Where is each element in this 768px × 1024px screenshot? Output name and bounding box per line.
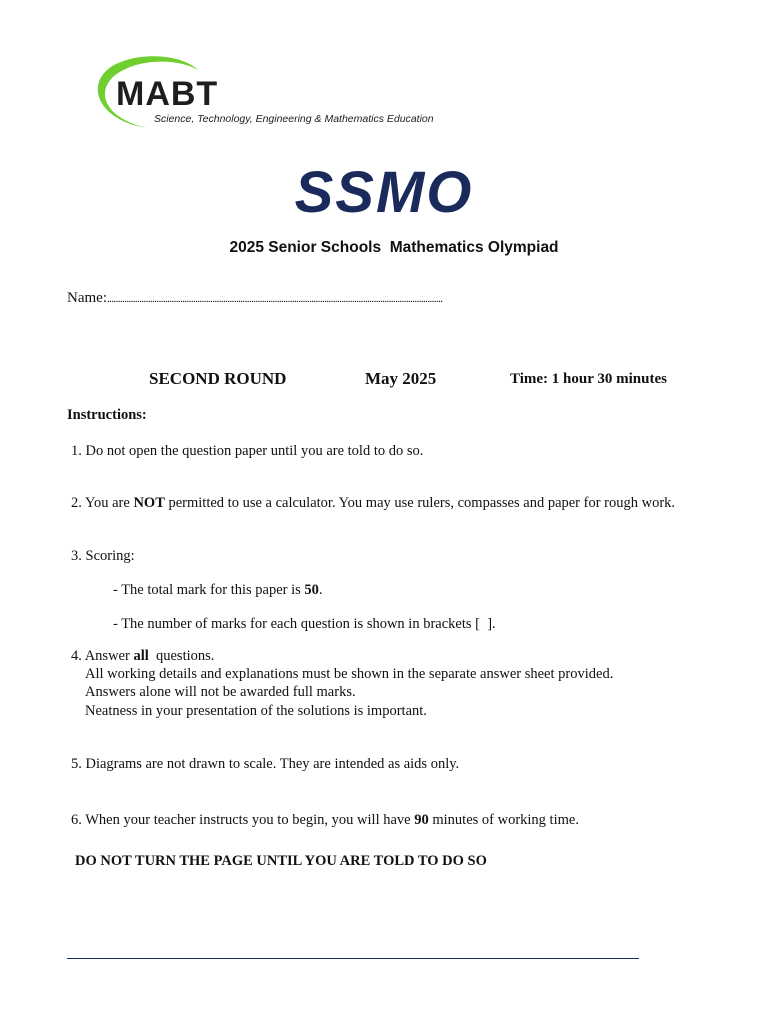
name-label: Name: bbox=[67, 290, 107, 306]
instruction-3: 3. Scoring: bbox=[71, 548, 135, 564]
instruction-2-emphasis: NOT bbox=[133, 495, 165, 511]
name-field bbox=[67, 290, 442, 307]
instruction-4-emphasis: all bbox=[133, 648, 149, 664]
instruction-3b: - The number of marks for each question is shown in brackets [ ]. bbox=[113, 616, 496, 632]
instruction-6 bbox=[71, 811, 579, 829]
instruction-2-text: 2. You are bbox=[71, 495, 134, 511]
exam-round: SECOND ROUND bbox=[149, 369, 287, 388]
instruction-2-text-rest: permitted to use a calculator. You may use rulers, compasses and paper for rough work. bbox=[164, 495, 676, 511]
exam-time: Time: 1 hour 30 minutes bbox=[510, 371, 667, 387]
instruction-3a-text: - The total mark for this paper is bbox=[113, 582, 305, 598]
instruction-4-line-4: Neatness in your presentation of the solutions is important. bbox=[85, 703, 427, 719]
name-dotted-line: ............................................................................................................................................................ bbox=[106, 293, 443, 305]
instruction-4-line-3: Answers alone will not be awarded full marks. bbox=[85, 684, 356, 700]
instruction-3a bbox=[113, 581, 323, 599]
instruction-6-text: 6. When your teacher instructs you to begin, you will have bbox=[71, 812, 415, 828]
logo-tagline: Science, Technology, Engineering & Mathematics Education bbox=[154, 113, 434, 125]
instruction-1: 1. Do not open the question paper until you are told to do so. bbox=[71, 443, 424, 459]
instruction-3a-text-rest: . bbox=[318, 582, 323, 598]
instruction-4 bbox=[71, 647, 214, 665]
exam-month: May 2025 bbox=[365, 369, 437, 388]
page-title: SSMO bbox=[294, 160, 474, 225]
instructions-heading: Instructions: bbox=[67, 407, 147, 423]
mabt-logo bbox=[86, 50, 466, 135]
page-subtitle: 2025 Senior Schools Mathematics Olympiad bbox=[229, 239, 559, 256]
instruction-5: 5. Diagrams are not drawn to scale. They are intended as aids only. bbox=[71, 756, 460, 772]
instruction-4-text: 4. Answer bbox=[71, 648, 134, 664]
instruction-6-text-rest: minutes of working time. bbox=[428, 812, 579, 828]
logo-brand-text: MABT bbox=[116, 75, 219, 113]
instruction-4-text-rest: questions. bbox=[148, 648, 215, 664]
instruction-6-emphasis: 90 bbox=[414, 812, 429, 828]
footer-rule bbox=[67, 958, 639, 959]
do-not-turn-warning: DO NOT TURN THE PAGE UNTIL YOU ARE TOLD TO DO SO bbox=[75, 853, 487, 869]
instruction-2 bbox=[71, 494, 675, 512]
instruction-3a-emphasis: 50 bbox=[304, 582, 319, 598]
instruction-4-line-2: All working details and explanations must be shown in the separate answer sheet provided. bbox=[85, 666, 614, 682]
